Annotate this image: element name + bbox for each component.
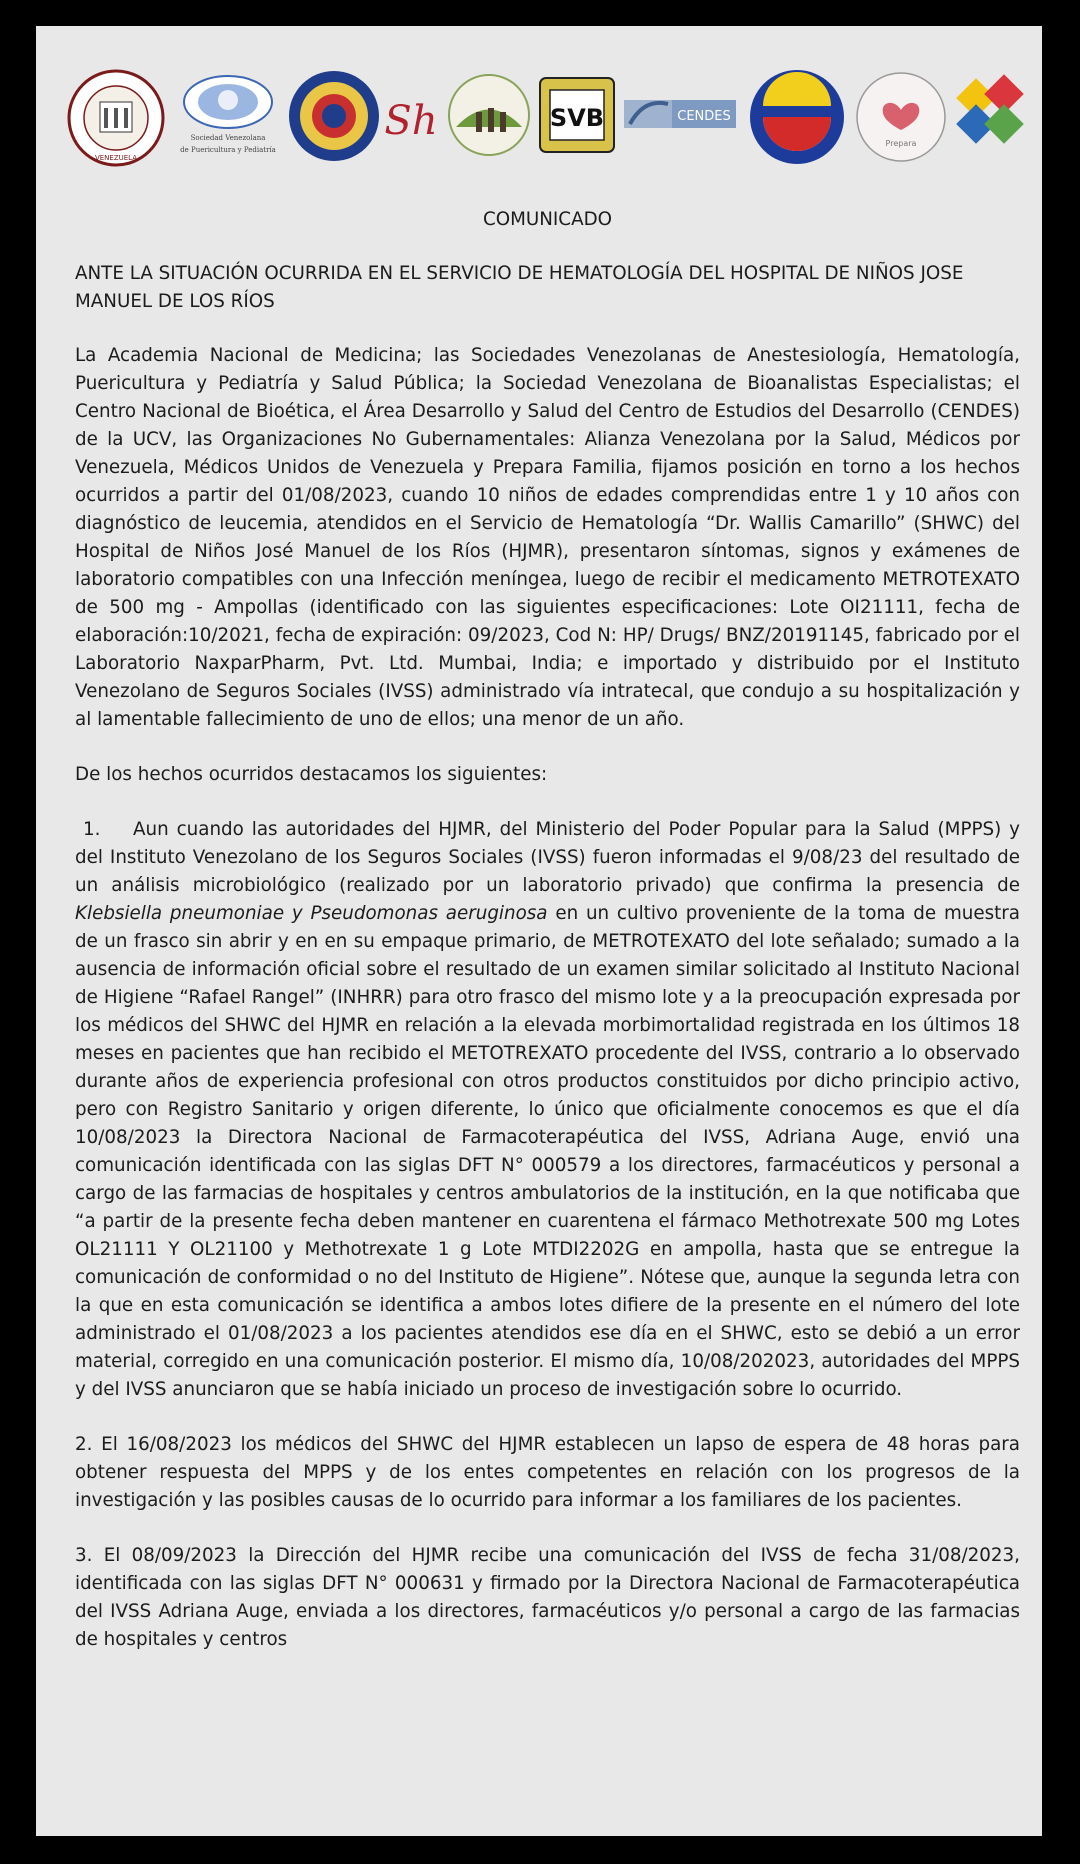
svg-text:Sh: Sh	[384, 98, 438, 144]
fact-item-1	[75, 816, 1020, 1404]
bioanalistas-especialistas-logo	[538, 76, 616, 154]
fact-item-2: 2. El 16/08/2023 los médicos del SHWC del HJMR establecen un lapso de espera de 48 horas para obtener respuesta del MPPS y de los entes competentes en relación con los progresos de la investigación y las posibles causas de lo ocurrido para informar a los familiares de los pacientes.	[75, 1434, 1020, 1511]
svg-text:SVB: SVB	[549, 104, 605, 132]
svg-text:CENDES: CENDES	[677, 109, 731, 124]
svh-logo	[384, 82, 438, 152]
fact-item-3: 3. El 08/09/2023 la Dirección del HJMR recibe una comunicación del IVSS de fecha 31/08/2023, identificada con las siglas DFT N° 000631 y firmado por la Directora Nacional de Farmacoterapéutica del IVSS Adriana Auge, enviada a los directores, farmacéuticos y/o personal a cargo de las farmacias de hospitales y centros	[75, 1545, 1020, 1650]
prepara-familia-logo	[854, 70, 948, 164]
document-heading: ANTE LA SITUACIÓN OCURRIDA EN EL SERVICIO DE HEMATOLOGÍA DEL HOSPITAL DE NIÑOS JOSE MANUEL DE LOS RÍOS	[75, 263, 964, 312]
svg-text:Sociedad Venezolana: Sociedad Venezolana	[190, 134, 266, 142]
academia-nacional-medicina-logo	[66, 68, 166, 168]
fact-item-1-text-a: Aun cuando las autoridades del HJMR, del Ministerio del Poder Popular para la Salud (MPPS) y del Instituto Venezolano de los Seguros Sociales (IVSS) fueron informadas el 9/08/23 del resultado de un análisis microbiológico (realizado por un laboratorio privado) que confirma la presencia de	[75, 819, 1020, 896]
sociedad-puericultura-pediatria-logo	[178, 72, 278, 162]
document-page	[36, 26, 1042, 1836]
svg-text:VENEZUELA: VENEZUELA	[94, 154, 138, 162]
intro-paragraph: La Academia Nacional de Medicina; las Sociedades Venezolanas de Anestesiología, Hematología, Puericultura y Pediatría y Salud Pública; la Sociedad Venezolana de Bioanalistas Especialistas; el Centro Nacional de Bioética, el Área Desarrollo y Salud del Centro de Estudios del Desarrollo (CENDES) de la UCV, las Organizaciones No Gubernamentales: Alianza Venezolana por la Salud, Médicos por Venezuela, Médicos Unidos de Venezuela y Prepara Familia, fijamos posición en torno a los hechos ocurridos a partir del 01/08/2023, cuando 10 niños de edades comprendidas entre 1 y 10 años con diagnóstico de leucemia, atendidos en el Servicio de Hematología “Dr. Wallis Camarillo” (SHWC) del Hospital de Niños José Manuel de los Ríos (HJMR), presentaron síntomas, signos y exámenes de laboratorio compatibles con una Infección meníngea, luego de recibir el medicamento METROTEXATO de 500 mg - Ampollas (identificado con las siguientes especificaciones: Lote OI21111, fecha de elaboración:10/2021, fecha de expiración: 09/2023, Cod N: HP/ Drugs/ BNZ/20191145, fabricado por el Laboratorio NaxparPharm, Pvt. Ltd. Mumbai, India; e importado y distribuido por el Instituto Venezolano de Seguros Sociales (IVSS) administrado vía intratecal, que condujo a su hospitalización y al lamentable fallecimiento de uno de ellos; una menor de un año.	[75, 345, 1020, 730]
salud-publica-logo	[446, 72, 532, 158]
document-title: COMUNICADO	[482, 209, 613, 230]
facts-intro: De los hechos ocurridos destacamos los siguientes:	[75, 764, 548, 785]
fact-item-1-text-b: en un cultivo proveniente de la toma de muestra de un frasco sin abrir y en en su empaque primario, de METROTEXATO del lote señalado; sumado a la ausencia de información oficial sobre el resultado de un examen similar solicitado al Instituto Nacional de Higiene “Rafael Rangel” (INHRR) para otro frasco del mismo lote y a la preocupación expresada por los médicos del SHWC del HJMR en relación a la elevada morbimortalidad registrada en los últimos 18 meses en pacientes que han recibido el METOTREXATO procedente del IVSS, contrario a lo observado durante años de experiencia profesional con otros productos constituidos por dicho principio activo, pero con Registro Sanitario y origen diferente, lo único que oficialmente conocemos es que el día 10/08/2023 la Directora Nacional de Farmacoterapéutica del IVSS, Adriana Auge, envió una comunicación identificada con las siglas DFT N° 000579 a los directores, farmacéuticos y personal a cargo de las farmacias de hospitales y centros ambulatorios de la institución, en la que notificaba que “a partir de la presente fecha deben mantener en cuarentena el fármaco Methotrexate 500 mg Lotes OL21111 Y OL21100 y Methotrexate 1 g Lote MTDI2202G en ampolla, hasta que se entregue la comunicación de conformidad o no del Instituto de Higiene”. Nótese que, aunque la segunda letra con la que en esta comunicación se identifica a ambos lotes difiere de la presente en el número del lote administrado el 01/08/2023 a los pacientes atendidos ese día en el SHWC, esto se debió a un error material, corregido en una comunicación posterior. El mismo día, 10/08/202023, autoridades del MPPS y del IVSS anunciaron que se había iniciado un proceso de investigación sobre lo ocurrido.	[75, 903, 1020, 1400]
alianza-venezolana-salud-logo	[956, 70, 1030, 160]
fact-item-1-organisms: Klebsiella pneumoniae y Pseudomonas aeruginosa	[75, 903, 548, 924]
document-body	[75, 206, 1020, 1681]
cendes-logo	[624, 94, 738, 134]
sociedad-anestesiologia-logo	[286, 68, 382, 164]
svg-text:de Puericultura y Pediatría: de Puericultura y Pediatría	[180, 146, 276, 154]
logo-row	[58, 64, 1028, 174]
fact-item-1-number: 1.	[83, 819, 101, 840]
svg-text:Prepara: Prepara	[885, 139, 917, 148]
medicos-unidos-logo	[748, 68, 846, 166]
